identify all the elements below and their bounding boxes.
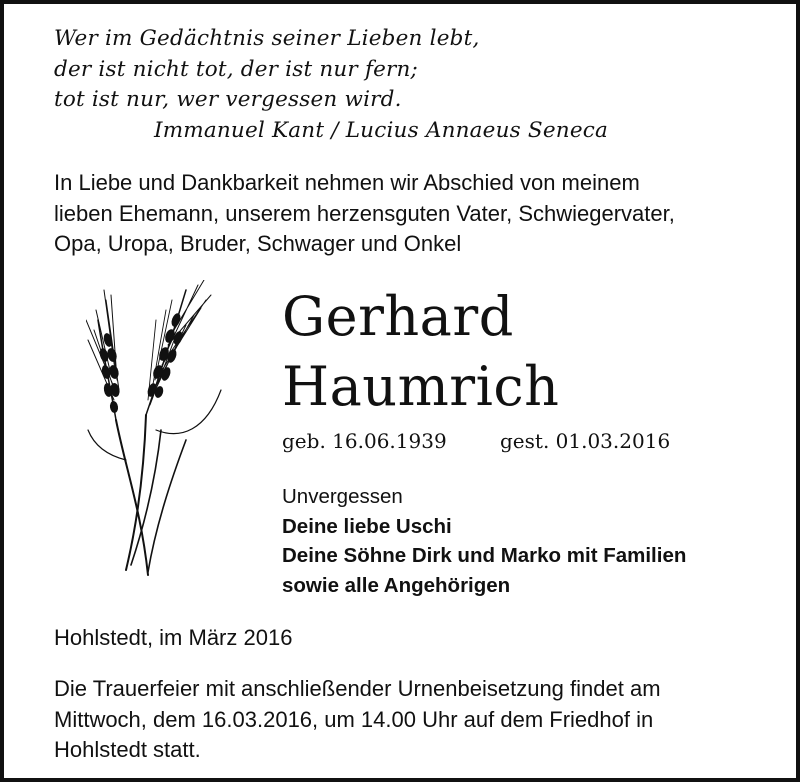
first-name: Gerhard xyxy=(282,285,514,348)
notice-line: Mittwoch, dem 16.03.2016, um 14.00 Uhr auf dem Friedhof in xyxy=(54,706,654,732)
funeral-notice xyxy=(54,674,774,766)
intro-line: Opa, Uropa, Bruder, Schwager und Onkel xyxy=(54,231,462,256)
intro-line: lieben Ehemann, unserem herzensguten Vater, Schwiegervater, xyxy=(54,200,675,226)
life-dates xyxy=(282,426,670,456)
quote-line: Wer im Gedächtnis seiner Lieben lebt, xyxy=(54,26,480,51)
wheat-ears-icon xyxy=(86,280,226,580)
memorial-quote xyxy=(54,24,608,146)
death-date: gest. 01.03.2016 xyxy=(500,429,671,453)
intro-text xyxy=(54,168,774,260)
mourner-line: Deine liebe Uschi xyxy=(282,514,452,538)
quote-line: tot ist nur, wer vergessen wird. xyxy=(54,87,402,112)
deceased-name xyxy=(282,282,559,422)
quote-author: Immanuel Kant / Lucius Annaeus Seneca xyxy=(154,117,609,143)
notice-line: Die Trauerfeier mit anschließender Urnenbeisetzung findet am xyxy=(54,676,661,701)
mourners-heading: Unvergessen xyxy=(282,485,403,508)
quote-line: der ist nicht tot, der ist nur fern; xyxy=(54,56,418,82)
mourner-line: Deine Söhne Dirk und Marko mit Familien xyxy=(282,544,687,567)
last-name: Haumrich xyxy=(282,355,560,418)
intro-line: In Liebe und Dankbarkeit nehmen wir Abschied von meinem xyxy=(54,170,640,195)
mourner-line: sowie alle Angehörigen xyxy=(282,573,511,597)
place-date: Hohlstedt, im März 2016 xyxy=(54,625,293,650)
mourners-block xyxy=(282,482,686,600)
birth-date: geb. 16.06.1939 xyxy=(282,429,447,453)
notice-line: Hohlstedt statt. xyxy=(54,737,201,762)
